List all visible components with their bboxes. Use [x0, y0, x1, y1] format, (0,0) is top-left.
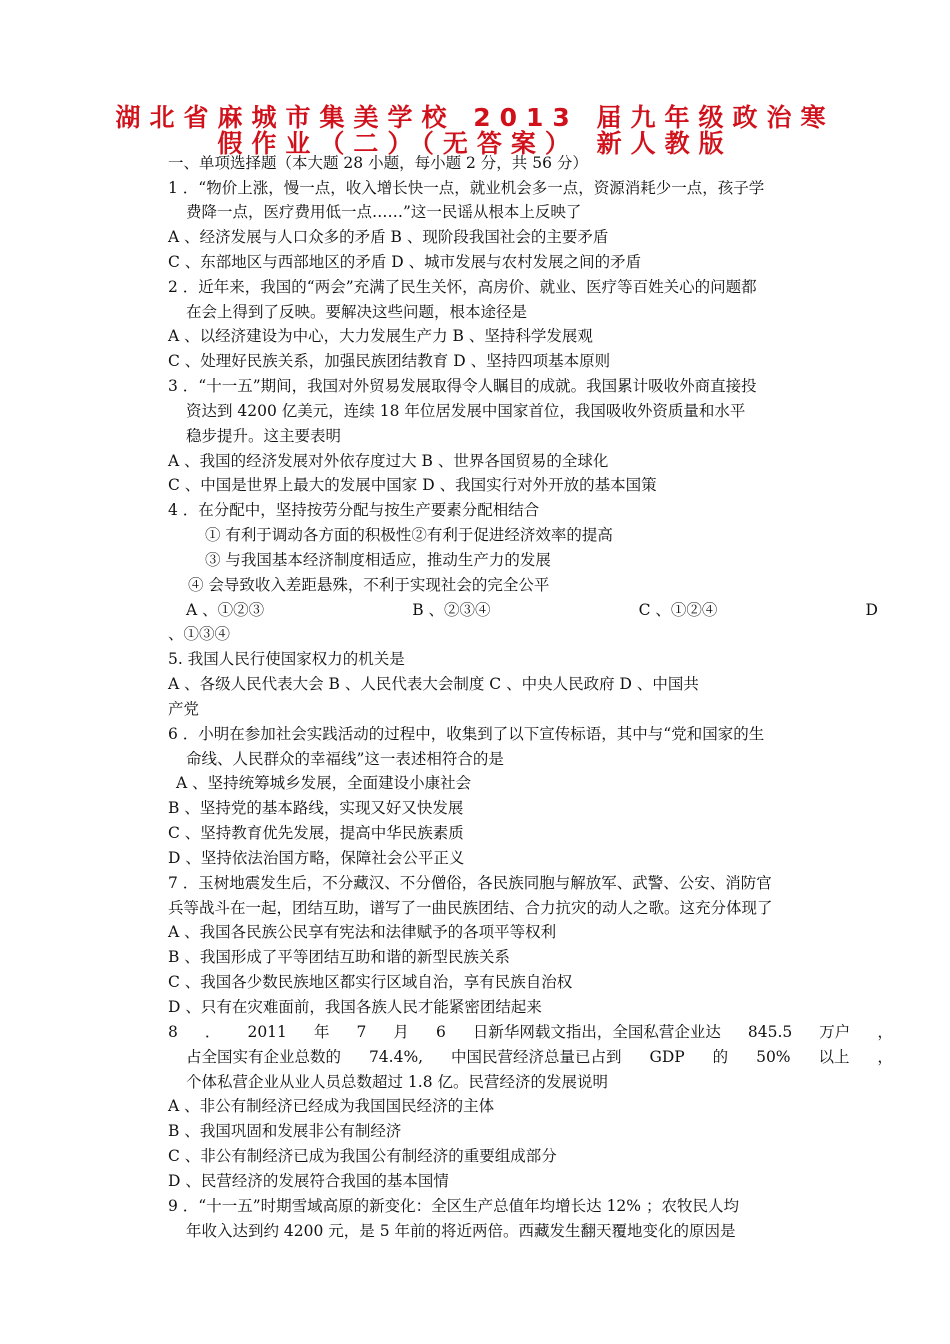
question-4-option-d-label: D — [865, 601, 878, 619]
question-8-option-b: B 、我国巩固和发展非公有制经济 — [168, 1122, 402, 1140]
question-2-line-2: 在会上得到了反映。要解决这些问题，根本途径是 — [186, 303, 528, 321]
question-3-line-1: 3 ．“十一五”期间，我国对外贸易发展取得令人瞩目的成就。我国累计吸收外商直接投 — [168, 377, 757, 395]
question-7-line-1: 7 ．玉树地震发生后，不分藏汉、不分僧俗，各民族同胞与解放军、武警、公安、消防官 — [168, 874, 772, 892]
question-3-options-ab: A 、我国的经济发展对外依存度过大 B 、世界各国贸易的全球化 — [168, 452, 609, 470]
text-fragment: 7 — [356, 1023, 367, 1041]
text-fragment: 的 — [712, 1048, 729, 1066]
question-4-option-b: B 、②③④ — [412, 601, 491, 619]
question-3-line-3: 稳步提升。这主要表明 — [186, 427, 342, 445]
question-4-statement-3: ③ 与我国基本经济制度相适应，推动生产力的发展 — [205, 551, 551, 569]
question-1-options-ab: A 、经济发展与人口众多的矛盾 B 、现阶段我国社会的主要矛盾 — [168, 228, 609, 246]
section-heading: 一、单项选择题（本大题 28 小题，每小题 2 分，共 56 分） — [168, 154, 588, 172]
question-5-options: A 、各级人民代表大会 B 、人民代表大会制度 C 、中央人民政府 D 、中国共 — [168, 675, 699, 693]
question-8-option-d: D 、民营经济的发展符合我国的基本国情 — [168, 1172, 449, 1190]
question-9-line-1: 9 ．“十一五”时期雪域高原的新变化：全区生产总值年均增长达 12% ；农牧民人均 — [168, 1197, 739, 1215]
question-1-options-cd: C 、东部地区与西部地区的矛盾 D 、城市发展与农村发展之间的矛盾 — [168, 253, 642, 271]
question-9-line-2: 年收入达到约 4200 元，是 5 年前的将近两倍。西藏发生翻天覆地变化的原因是 — [186, 1222, 736, 1240]
question-8-line-3: 个体私营企业从业人员总数超过 1.8 亿。民营经济的发展说明 — [186, 1073, 609, 1091]
question-6-line-1: 6 ．小明在参加社会实践活动的过程中，收集到了以下宣传标语，其中与“党和国家的生 — [168, 725, 765, 743]
question-8-line-1 — [168, 1020, 893, 1044]
question-4-option-a: A 、①②③ — [186, 601, 265, 619]
question-4-option-c: C 、①②④ — [638, 601, 718, 619]
question-5-line-1: 5. 我国人民行使国家权力的机关是 — [168, 650, 405, 668]
question-8-option-c: C 、非公有制经济已成为我国公有制经济的重要组成部分 — [168, 1147, 557, 1165]
question-7-option-b: B 、我国形成了平等团结互助和谐的新型民族关系 — [168, 948, 510, 966]
question-6-option-d: D 、坚持依法治国方略，保障社会公平正义 — [168, 849, 465, 867]
text-fragment: 占全国实有企业总数的 — [186, 1048, 342, 1066]
text-fragment: ， — [877, 1048, 893, 1066]
text-fragment: ． — [204, 1023, 221, 1041]
question-7-option-a: A 、我国各民族公民享有宪法和法律赋予的各项平等权利 — [168, 923, 557, 941]
text-fragment: 年 — [313, 1023, 330, 1041]
text-fragment: GDP — [649, 1048, 685, 1066]
text-fragment: 6 — [435, 1023, 446, 1041]
text-fragment: 月 — [393, 1023, 409, 1041]
question-5-options-cont: 产党 — [168, 700, 200, 718]
text-fragment: 845.5 — [747, 1023, 793, 1041]
question-4-statement-1-2: ① 有利于调动各方面的积极性②有利于促进经济效率的提高 — [205, 526, 613, 544]
question-7-line-2: 兵等战斗在一起，团结互助，谱写了一曲民族团结、合力抗灾的动人之歌。这充分体现了 — [168, 899, 773, 917]
text-fragment: 8 — [168, 1023, 178, 1041]
question-8-line-2 — [186, 1045, 893, 1069]
question-4-statement-4: ④ 会导致收入差距悬殊，不利于实现社会的完全公平 — [188, 576, 550, 594]
question-6-option-c: C 、坚持教育优先发展，提高中华民族素质 — [168, 824, 464, 842]
question-1-line-1: 1 ．“物价上涨，慢一点，收入增长快一点，就业机会多一点，资源消耗少一点，孩子学 — [168, 179, 765, 197]
question-7-option-c: C 、我国各少数民族地区都实行区域自治，享有民族自治权 — [168, 973, 573, 991]
question-1-line-2: 费降一点，医疗费用低一点……”这一民谣从根本上反映了 — [186, 203, 582, 221]
question-2-options-cd: C 、处理好民族关系，加强民族团结教育 D 、坚持四项基本原则 — [168, 352, 611, 370]
text-fragment: ， — [877, 1023, 893, 1041]
text-fragment: 日新华网载文指出，全国私营企业达 — [472, 1023, 721, 1041]
text-fragment: 50% — [756, 1048, 791, 1066]
question-4-options — [186, 598, 878, 622]
document-title-line-1: 湖北省麻城市集美学校 2013 届九年级政治寒 — [115, 103, 835, 132]
text-fragment: 2011 — [247, 1023, 287, 1041]
question-2-options-ab: A 、以经济建设为中心，大力发展生产力 B 、坚持科学发展观 — [168, 327, 593, 345]
question-2-line-1: 2 ．近年来，我国的“两会”充满了民生关怀，高房价、就业、医疗等百姓关心的问题都 — [168, 278, 757, 296]
question-7-option-d: D 、只有在灾难面前，我国各族人民才能紧密团结起来 — [168, 998, 542, 1016]
text-fragment: 中国民营经济总量已占到 — [451, 1048, 622, 1066]
question-6-line-2: 命线、人民群众的幸福线”这一表述相符合的是 — [186, 750, 504, 768]
text-fragment: 74.4%, — [368, 1048, 424, 1066]
question-3-line-2: 资达到 4200 亿美元，连续 18 年位居发展中国家首位，我国吸收外资质量和水平 — [186, 402, 746, 420]
question-4-option-d: 、①③④ — [168, 625, 231, 643]
text-fragment: 以上 — [818, 1048, 850, 1066]
document-title-line-2: 假作业（二）（无答案） 新人教版 — [217, 129, 733, 158]
question-3-options-cd: C 、中国是世界上最大的发展中国家 D 、我国实行对外开放的基本国策 — [168, 476, 657, 494]
question-4-line-1: 4 ．在分配中，坚持按劳分配与按生产要素分配相结合 — [168, 501, 540, 519]
question-6-option-a: A 、坚持统筹城乡发展，全面建设小康社会 — [176, 774, 472, 792]
question-6-option-b: B 、坚持党的基本路线，实现又好又快发展 — [168, 799, 464, 817]
text-fragment: 万户 — [819, 1023, 851, 1041]
question-8-option-a: A 、非公有制经济已经成为我国国民经济的主体 — [168, 1097, 495, 1115]
